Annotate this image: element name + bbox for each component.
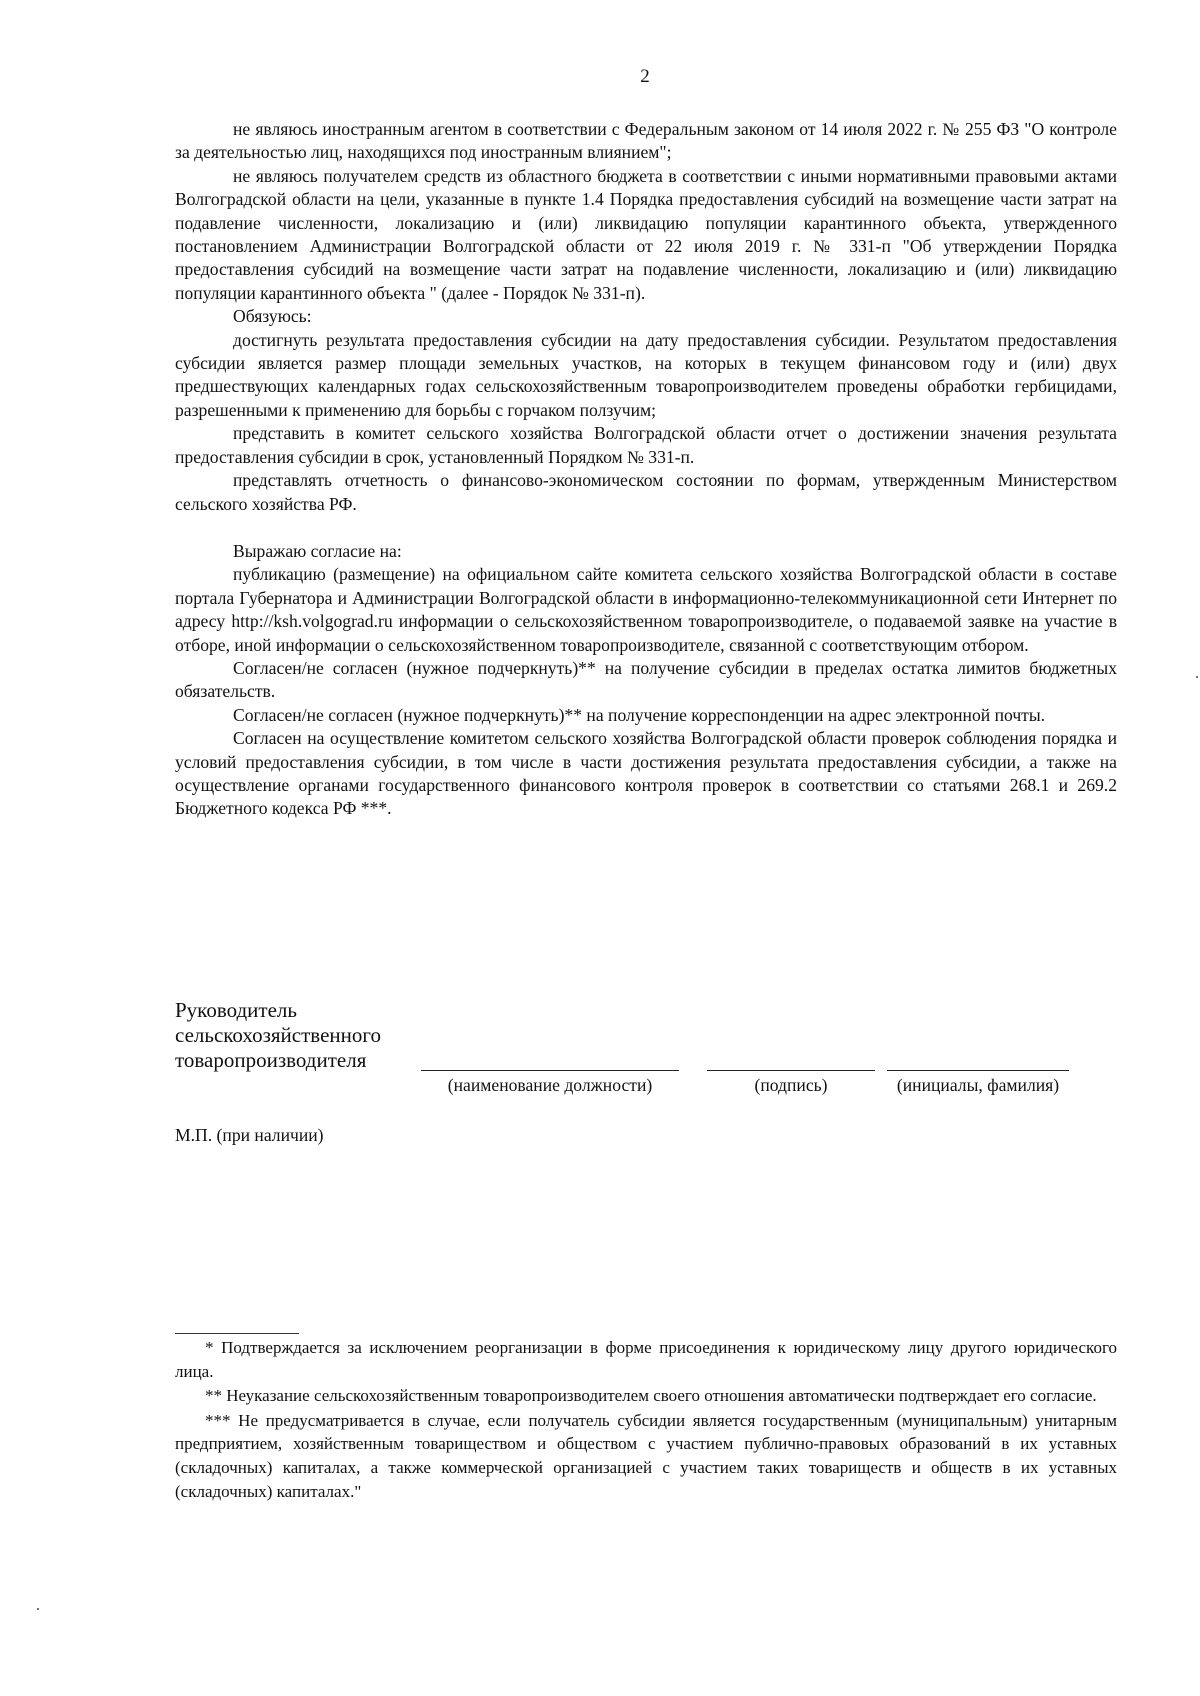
footnote-three-star: *** Не предусматривается в случае, если получатель субсидии является государственным (муниципальным) унитарным предприятием, хозяйственным товариществом и обществом с участием публично-правовых образований в их уставных (складочных) капиталах, а также коммерческой организацией с участием таких товариществ и обществ в их уставных (складочных) капиталах." bbox=[175, 1410, 1117, 1501]
paragraph-consent-publication: публикацию (размещение) на официальном сайте комитета сельского хозяйства Волгоградской области в составе портала Губернатора и Администрации Волгоградской области в информационно-телекоммуникационной сети Интернет по адресу http://ksh.volgograd.ru информации о сельскохозяйственном товаропроизводителе, о подаваемой заявке на участие в отборе, иной информации о сельскохозяйственном товаропроизводителе, связанной с соответствующим отбором. bbox=[175, 564, 1117, 655]
paragraph-obligations-heading: Обязуюсь: bbox=[233, 306, 312, 327]
footnote-one-star: * Подтверждается за исключением реорганизации в форме присоединения к юридическому лицу другого юридического лица. bbox=[175, 1338, 1117, 1381]
paragraph-submit-report: представить в комитет сельского хозяйства Волгоградской области отчет о достижении значения результата предоставления субсидии в срок, установленный Порядком № 331-п. bbox=[175, 423, 1117, 467]
paragraph-consent-inspections: Согласен на осуществление комитетом сельского хозяйства Волгоградской области проверок соблюдения порядка и условий предоставления субсидии, в том числе в части достижения результата предоставления субсидии, а также на осуществление органами государственного финансового контроля проверок в соответствии со статьями 268.1 и 269.2 Бюджетного кодекса РФ ***. bbox=[175, 728, 1117, 819]
footnotes bbox=[175, 1336, 1117, 1504]
paragraph-achieve-result: достигнуть результата предоставления субсидии на дату предоставления субсидии. Результатом предоставления субсидии является размер площади земельных участков, на которых в текущем финансовом году и (или) двух предшествующих календарных годах сельскохозяйственным товаропроизводителем проведены обработки гербицидами, разрешенными к применению для борьбы с горчаком ползучим; bbox=[175, 329, 1117, 420]
signature-caption: (подпись) bbox=[754, 1075, 828, 1095]
paragraph-consent-heading: Выражаю согласие на: bbox=[233, 540, 402, 561]
footnote-two-star: ** Неуказание сельскохозяйственным товаропроизводителем своего отношения автоматически подтверждает его согласие. bbox=[205, 1386, 1097, 1406]
position-caption: (наименование должности) bbox=[447, 1075, 653, 1095]
paragraph-gap bbox=[175, 516, 1117, 540]
paragraph-not-recipient: не являюсь получателем средств из областного бюджета в соответствии с иными нормативными правовыми актами Волгоградской области на цели, указанные в пункте 1.4 Порядка предоставления субсидий на возмещение части затрат на подавление численности, локализацию и (или) ликвидацию популяции карантинного объекта, утвержденного постановлением Администрации Волгоградской области от 22 июля 2019 г. № 331-п "Об утверждении Порядка предоставления субсидий на возмещение части затрат на подавление численности, локализацию и (или) ликвидацию популяции карантинного объекта " (далее - Порядок № 331-п). bbox=[175, 165, 1117, 303]
scan-artifact bbox=[37, 1608, 39, 1610]
position-line bbox=[421, 1070, 679, 1071]
signatory-title-line: сельскохозяйственного bbox=[175, 1023, 381, 1047]
page-number: 2 bbox=[640, 66, 650, 87]
footnote-divider bbox=[175, 1333, 299, 1334]
signature-block bbox=[175, 998, 1135, 1098]
signature-line bbox=[707, 1070, 875, 1071]
signatory-title-line: товаропроизводителя bbox=[175, 1048, 367, 1072]
signatory-title bbox=[175, 998, 435, 1073]
paragraph-foreign-agent: не являюсь иностранным агентом в соответствии с Федеральным законом от 14 июля 2022 г. № 255 ФЗ "О контроле за деятельностью лиц, находящихся под иностранным влиянием"; bbox=[175, 119, 1117, 163]
paragraph-consent-email: Согласен/не согласен (нужное подчеркнуть)** на получение корреспонденции на адрес электронной почты. bbox=[233, 704, 1046, 725]
name-line bbox=[887, 1070, 1069, 1071]
stamp-note: М.П. (при наличии) bbox=[175, 1125, 324, 1145]
signatory-title-line: Руководитель bbox=[175, 998, 297, 1022]
paragraph-consent-limits: Согласен/не согласен (нужное подчеркнуть)** на получение субсидии в пределах остатка лимитов бюджетных обязательств. bbox=[175, 657, 1117, 702]
scan-artifact bbox=[1196, 676, 1198, 678]
name-caption: (инициалы, фамилия) bbox=[896, 1075, 1060, 1095]
declaration-body bbox=[175, 118, 1117, 821]
paragraph-financial-reporting: представлять отчетность о финансово-экономическом состоянии по формам, утвержденным Министерством сельского хозяйства РФ. bbox=[175, 470, 1117, 514]
